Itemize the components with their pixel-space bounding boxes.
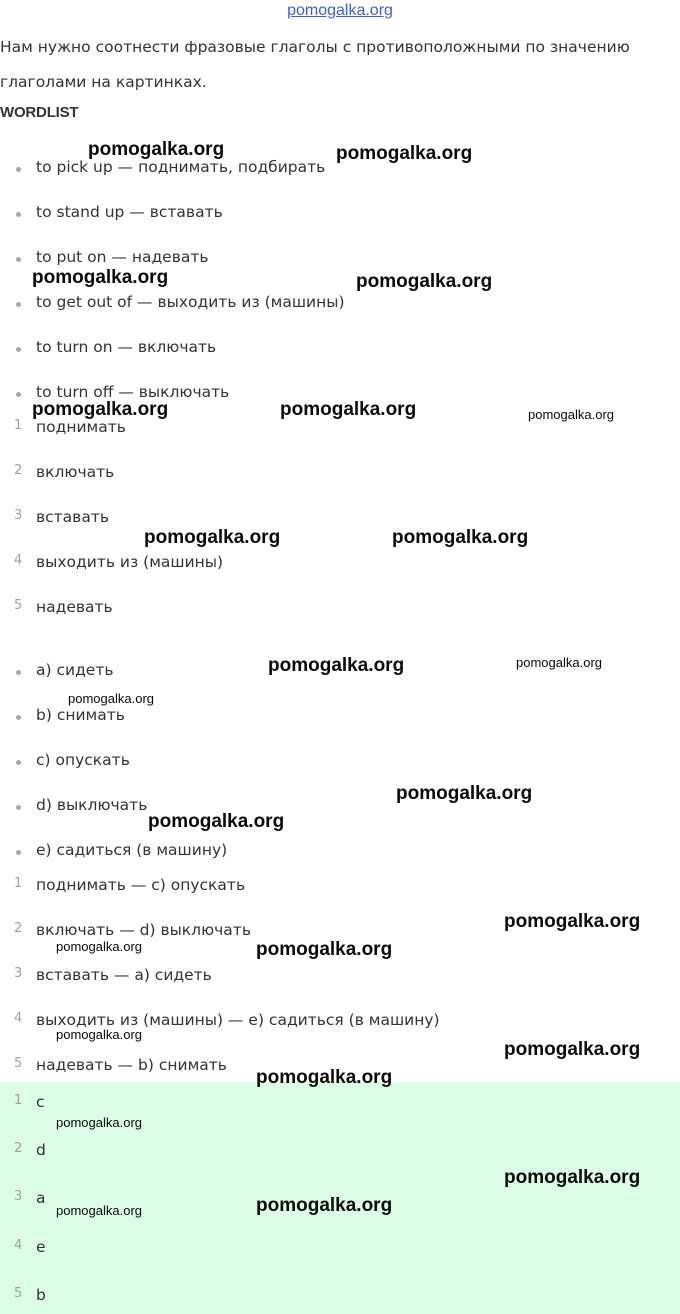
watermark: pomogalka.org — [88, 139, 225, 160]
bullet-icon — [16, 760, 21, 765]
bullet-icon — [16, 167, 21, 172]
bullet-icon — [16, 715, 21, 720]
watermark: pomogalka.org — [144, 527, 281, 548]
watermark: pomogalka.org — [516, 655, 602, 670]
watermark: pomogalka.org — [32, 267, 169, 288]
watermark: pomogalka.org — [356, 271, 493, 292]
watermark: pomogalka.org — [256, 1067, 393, 1088]
watermark: pomogalka.org — [256, 1195, 393, 1216]
watermark: pomogalka.org — [32, 399, 169, 420]
watermark: pomogalka.org — [148, 811, 285, 832]
task-description: Нам нужно соотнести фразовые глаголы с противоположными по значению глаголами на картинках. — [0, 38, 630, 91]
watermark: pomogalka.org — [56, 1027, 142, 1042]
watermark: pomogalka.org — [56, 939, 142, 954]
watermark: pomogalka.org — [68, 691, 154, 706]
site-link[interactable]: pomogalka.org — [287, 2, 393, 19]
bullet-icon — [16, 347, 21, 352]
bullet-icon — [16, 670, 21, 675]
bullet-icon — [16, 302, 21, 307]
watermark: pomogalka.org — [56, 1203, 142, 1218]
watermark: pomogalka.org — [280, 399, 417, 420]
watermark: pomogalka.org — [528, 407, 614, 422]
watermark: pomogalka.org — [256, 939, 393, 960]
watermark: pomogalka.org — [504, 911, 641, 932]
bullet-icon — [16, 392, 21, 397]
bullet-icon — [16, 212, 21, 217]
watermark: pomogalka.org — [504, 1167, 641, 1188]
bullet-icon — [16, 257, 21, 262]
bullet-icon — [16, 805, 21, 810]
watermark: pomogalka.org — [268, 655, 405, 676]
wordlist-title: WORDLIST — [0, 104, 79, 121]
watermark: pomogalka.org — [336, 143, 473, 164]
bullet-icon — [16, 850, 21, 855]
watermark: pomogalka.org — [396, 783, 533, 804]
watermark: pomogalka.org — [392, 527, 529, 548]
watermark: pomogalka.org — [56, 1115, 142, 1130]
watermark: pomogalka.org — [504, 1039, 641, 1060]
